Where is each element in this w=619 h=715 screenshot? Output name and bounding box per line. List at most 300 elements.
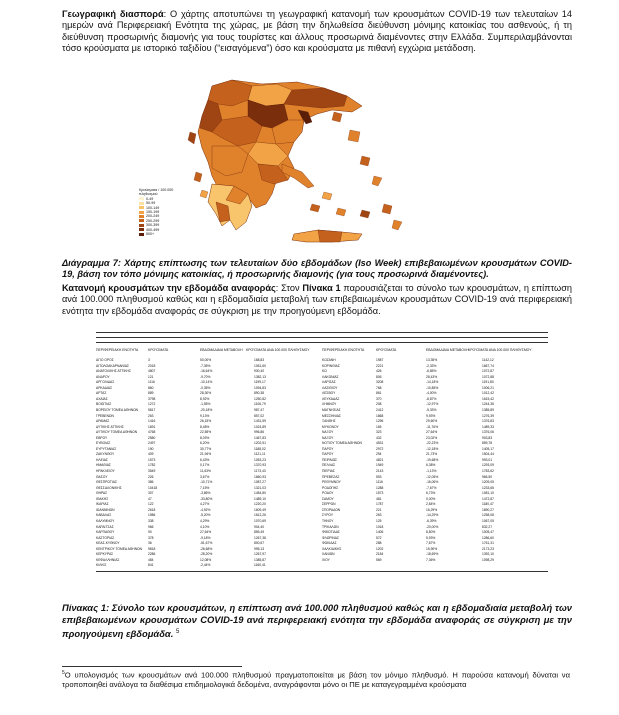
cell-cases: 1116 — [148, 380, 155, 385]
cell-region-2: ΝΑΞΟΥ — [322, 435, 334, 440]
cell-cases-2: 1868 — [376, 413, 384, 418]
cell-cases: 122 — [148, 502, 154, 507]
cell-cases-2: 294 — [376, 452, 382, 457]
cell-weekly-change-2: -19,68% — [426, 457, 439, 462]
cell-region-2: ΛΑΡΙΣΑΣ — [322, 380, 336, 385]
cell-weekly-change-2: -16,06% — [426, 480, 439, 485]
cell-weekly-change: -10,71% — [200, 480, 213, 485]
cell-region: ΑΝΑΤΟΛΙΚΗΣ ΑΤΤΙΚΗΣ — [96, 369, 131, 374]
cell-cases-2: 569 — [376, 557, 382, 562]
cell-weekly-change-2: -1,13% — [426, 469, 437, 473]
cell-region: ΚΑΒΑΛΑΣ — [96, 513, 112, 518]
cell-per-100k-2: 1890,27 — [482, 507, 494, 512]
cell-weekly-change-2: -12,18% — [426, 446, 439, 451]
cell-weekly-change-2: -5,33% — [426, 407, 437, 412]
cell-cases-2: 323 — [376, 430, 382, 435]
table-rule-top-3 — [96, 342, 548, 343]
cell-per-100k-2: 1244,36 — [482, 402, 494, 407]
legend-label: 100-149 — [146, 205, 160, 210]
cell-region: ΚΑΡΔΙΤΣΑΣ — [96, 524, 114, 529]
cell-per-100k-2: 1081,10 — [482, 491, 494, 496]
cell-weekly-change: 21,94% — [200, 452, 212, 457]
cell-cases: 2497 — [148, 441, 156, 446]
cell-cases-2: 1288 — [376, 485, 384, 490]
cell-cases-2: 3208 — [376, 380, 384, 385]
cell-weekly-change: -4,92% — [200, 507, 211, 512]
header-cases-2: ΚΡΟΥΣΜΑΤΑ — [376, 348, 397, 352]
cell-cases-2: 861 — [376, 391, 382, 396]
footnote-rule — [62, 666, 242, 667]
footnote-text: Ο υπολογισμός των κρουσμάτων ανά 100.000 πληθυσμού πραγματοποιείται με βάση τον μόνιμο πληθυσμό. Η παρούσα κατανομή δύναται να τροποποιηθεί ανάλογα τα διαθέσιμα επιδημιολογικά δεδομένα, αναγράφονται μόνο οι ΠΕ με καταγεγραμμένα κρούσματα — [62, 670, 570, 690]
cell-per-100k: 1106,79 — [254, 402, 266, 407]
cell-per-100k-2: 1286,60 — [482, 535, 494, 540]
cell-per-100k-2: 1405,17 — [482, 446, 494, 451]
legend-label: 0-49 — [146, 196, 154, 201]
cell-per-100k: 1370,93 — [254, 463, 266, 468]
cell-per-100k-2: 1258,08 — [482, 513, 494, 518]
cell-region-2: ΛΕΣΒΟΥ — [322, 391, 336, 396]
cell-cases-2: 1296 — [376, 419, 384, 424]
cell-per-100k: 904,40 — [254, 524, 265, 529]
cell-per-100k-2: 1209,05 — [482, 480, 494, 485]
cell-per-100k: 1160,41 — [254, 563, 266, 568]
cell-region-2: ΠΙΕΡΙΑΣ — [322, 469, 335, 473]
cell-weekly-change-2: -8,87% — [426, 396, 437, 401]
cell-cases: 2018 — [148, 363, 156, 368]
cell-per-100k: 1121,11 — [254, 452, 266, 457]
cell-region: ΑΓΙΟ ΟΡΟΣ — [96, 358, 114, 362]
cell-weekly-change: -0,35% — [200, 385, 211, 390]
cell-per-100k-2: 1472,87 — [482, 496, 494, 501]
cases-table — [96, 332, 548, 580]
cell-weekly-change-2: 27,64% — [426, 430, 438, 435]
cell-per-100k: 1382,13 — [254, 374, 266, 379]
table-caption-text: Πίνακας 1: Σύνολο των κρουσμάτων, η επίπτωση ανά 100.000 πληθυσμού καθώς και η εβδομαδιαία μεταβολή των επιβεβαιωμένων κρουσμάτων COVID-19 ανά περιφερειακή ενότητα την εβδομάδα αναφοράς σε σύγκριση με την προηγούμενη εβδομάδα. — [62, 602, 572, 640]
cell-region: ΚΑΛΥΜΝΟΥ — [96, 518, 115, 523]
cell-per-100k-2: 966,50 — [482, 474, 493, 479]
cell-cases-2: 426 — [376, 369, 382, 374]
cell-weekly-change: -10,14% — [200, 380, 213, 385]
cell-cases: 9818 — [148, 546, 156, 551]
cell-per-100k: 1070,69 — [254, 518, 266, 523]
cell-region-2: ΦΘΙΩΤΙΔΑΣ — [322, 530, 340, 535]
cell-per-100k-2: 993,01 — [482, 457, 493, 462]
cell-weekly-change-2: 21,73% — [426, 452, 438, 457]
cell-per-100k-2: 1067,05 — [482, 518, 494, 523]
cell-region: ΖΑΚΥΝΘΟΥ — [96, 452, 115, 457]
cell-cases: 1272 — [148, 402, 156, 407]
cell-weekly-change-2: 6,73% — [426, 491, 436, 496]
cell-weekly-change-2: 7,36% — [426, 557, 436, 562]
cell-weekly-change: 27,64% — [200, 530, 212, 535]
cell-weekly-change-2: 7,87% — [426, 541, 436, 546]
header-weekly-change: ΕΒΔΟΜΑΔΙΑΙΑ ΜΕΤΑΒΟΛΗ — [200, 348, 243, 352]
cell-weekly-change: 12,08% — [200, 557, 212, 562]
cell-cases: 1986 — [148, 513, 156, 518]
legend-swatch — [139, 202, 144, 205]
cell-cases-2: 593 — [376, 474, 382, 479]
cell-region-2: ΛΑΣΙΘΙΟΥ — [322, 385, 338, 390]
cell-per-100k-2: 1376,83 — [482, 419, 494, 424]
header-per-100k: ΚΡΟΥΣΜΑΤΑ ΑΝΑ 100.000 ΠΛΗΘΥΣΜΟΥ — [246, 348, 310, 352]
cell-region-2: ΝΑΞΟΥ — [322, 430, 334, 435]
cell-cases-2: 768 — [376, 385, 382, 390]
cell-weekly-change: 7,15% — [200, 485, 210, 490]
cell-per-100k: 1051,60 — [254, 363, 266, 368]
cell-weekly-change-2: -2,33% — [426, 363, 437, 368]
footnote — [62, 669, 570, 690]
cell-weekly-change: 8,48% — [200, 424, 210, 429]
cell-weekly-change: -9,18% — [200, 535, 211, 540]
cell-region: ΚΙΛΚΙΣ — [96, 563, 107, 568]
cell-cases: 4768 — [148, 430, 156, 435]
cell-weekly-change-2: 15,90% — [426, 546, 438, 551]
cell-cases: 3 — [148, 358, 150, 362]
cell-weekly-change: 30,77% — [200, 446, 212, 451]
legend-label: 400-499 — [146, 227, 160, 232]
cell-region-2: ΧΙΟΥ — [322, 557, 330, 562]
cell-weekly-change: -5,20% — [200, 513, 211, 518]
cell-cases: 307 — [148, 491, 154, 496]
cell-weekly-change-2: 8,80% — [426, 530, 436, 535]
cell-per-100k: 1220,20 — [254, 502, 266, 507]
table-caption-footnote-ref: 5 — [175, 629, 180, 635]
cell-per-100k-2: 1180,47 — [482, 502, 494, 507]
cell-per-100k-2: 1376,06 — [482, 430, 494, 435]
cell-per-100k-2: 1191,80 — [482, 380, 494, 385]
cell-region-2: ΛΕΥΚΑΔΑΣ — [322, 396, 340, 401]
cell-cases: 4807 — [148, 369, 156, 374]
cell-per-100k-2: 1489,33 — [482, 424, 494, 429]
cell-region-2: ΜΥΚΟΝΟΥ — [322, 424, 339, 429]
cell-cases: 1573 — [148, 457, 156, 462]
cell-cases-2: 1406 — [376, 530, 384, 535]
cell-cases-2: 572 — [376, 535, 382, 540]
cell-weekly-change: 28,30% — [200, 391, 212, 396]
cell-per-100k-2: 1385,89 — [482, 407, 494, 412]
cell-cases: 966 — [148, 524, 154, 529]
cell-per-100k: 1467,83 — [254, 435, 266, 440]
cell-per-100k-2: 1615,42 — [482, 396, 494, 401]
header-cases: ΚΡΟΥΣΜΑΤΑ — [148, 348, 169, 352]
header-per-100k-2: ΚΡΟΥΣΜΑΤΑ ΑΝΑ 100.000 ΠΛΗΘΥΣΜΟΥ — [468, 348, 532, 352]
header-region-2: ΠΕΡΙΦΕΡΕΙΑΚΗ ΕΝΟΤΗΤΑ — [322, 348, 365, 352]
cell-per-100k: 996,86 — [254, 430, 265, 435]
cell-weekly-change: -33,80% — [200, 496, 213, 501]
cell-weekly-change-2: -22,23% — [426, 441, 439, 446]
cell-region: ΑΧΑΪΑΣ — [96, 396, 108, 401]
cell-weekly-change-2: -14,18% — [426, 380, 439, 385]
cell-cases: 386 — [148, 480, 154, 485]
cell-region: ΘΗΡΑΣ — [96, 491, 108, 496]
cell-region-2: ΤΗΝΟΥ — [322, 518, 334, 523]
cell-per-100k-2: 1005,47 — [482, 530, 494, 535]
table-caption — [62, 602, 572, 640]
cell-cases: 2286 — [148, 552, 156, 557]
cell-cases: 484 — [148, 557, 154, 562]
cell-cases: 378 — [148, 535, 154, 540]
cell-per-100k: 1202,51 — [254, 441, 266, 446]
header-region: ΠΕΡΙΦΕΡΕΙΑΚΗ ΕΝΟΤΗΤΑ — [96, 348, 139, 352]
cell-per-100k-2: 1233,65 — [482, 485, 494, 490]
cell-region-2: ΣΑΜΟΥ — [322, 496, 334, 501]
cell-per-100k-2: 832,27 — [482, 524, 493, 529]
greece-incidence-map — [62, 76, 562, 248]
cell-region: ΒΟΡΕΙΟΥ ΤΟΜΕΑ ΑΘΗΝΩΝ — [96, 407, 139, 412]
cell-region: ΚΑΡΠΑΘΟΥ — [96, 530, 115, 535]
cell-per-100k-2: 1142,12 — [482, 358, 494, 362]
cell-region: ΒΟΙΩΤΙΑΣ — [96, 402, 112, 407]
map-legend-title: Κρούσματα / 100.000 πληθυσμού — [139, 188, 174, 197]
cell-per-100k: 1385,87 — [254, 557, 266, 562]
cell-weekly-change: 3,67% — [200, 474, 210, 479]
cell-weekly-change: 4,29% — [200, 518, 210, 523]
cell-region-2: ΦΩΚΙΔΑΣ — [322, 541, 337, 546]
map-legend-items — [139, 197, 179, 237]
cell-region-2: ΚΩ — [322, 369, 327, 374]
cell-per-100k-2: 1392,10 — [482, 552, 494, 557]
cell-cases-2: 288 — [376, 541, 382, 546]
cell-region: ΔΡΑΜΑΣ — [96, 419, 110, 424]
cell-per-100k-2: 1006,21 — [482, 385, 494, 390]
cell-cases-2: 432 — [376, 435, 382, 440]
cell-region: ΕΒΡΟΥ — [96, 435, 108, 440]
cell-region: ΚΕΑΣ-ΚΥΘΝΟΥ — [96, 541, 120, 546]
legend-swatch — [139, 219, 144, 222]
cell-cases-2: 125 — [376, 518, 382, 523]
cell-per-100k-2: 1667,74 — [482, 363, 494, 368]
cell-cases: 841 — [148, 563, 154, 568]
cell-weekly-change-2: 0,00% — [426, 496, 436, 501]
cell-region: ΑΡΤΑΣ — [96, 391, 107, 396]
cell-weekly-change: -1,55% — [200, 402, 211, 407]
cell-cases-2: 1202 — [376, 546, 384, 551]
table-intro-ref: Πίνακα 1 — [302, 283, 341, 293]
cell-weekly-change-2: 16,29% — [426, 507, 438, 512]
cell-per-100k-2: 1276,39 — [482, 413, 494, 418]
cell-per-100k: 1612,26 — [254, 513, 266, 518]
cell-weekly-change: 6,20% — [200, 441, 210, 446]
cell-per-100k: 1188,02 — [254, 446, 266, 451]
cell-cases: 190 — [148, 446, 154, 451]
cell-cases: 36 — [148, 541, 152, 546]
cell-weekly-change-2: 29,60% — [426, 419, 438, 424]
cell-per-100k: 1173,43 — [254, 469, 266, 473]
cell-weekly-change-2: 5,93% — [426, 535, 436, 540]
cell-region-2: ΣΕΡΡΩΝ — [322, 502, 336, 507]
cell-region: ΔΥΤΙΚΟΥ ΤΟΜΕΑ ΑΘΗΝΩΝ — [96, 430, 138, 435]
table-intro — [62, 283, 572, 317]
cell-per-100k: 930,40 — [254, 369, 265, 374]
cell-per-100k-2: 1293,09 — [482, 463, 494, 468]
cell-region-2: ΣΥΡΟΥ — [322, 513, 334, 518]
cell-per-100k-2: 859,78 — [482, 441, 493, 446]
cell-weekly-change: 26,15% — [200, 419, 212, 424]
cell-weekly-change: -7,35% — [200, 363, 211, 368]
legend-swatch — [139, 211, 144, 214]
cell-weekly-change: 8,03% — [200, 435, 210, 440]
cell-region-2: ΜΕΣΣΗΝΙΑΣ — [322, 413, 341, 418]
cell-region-2: ΜΑΓΝΗΣΙΑΣ — [322, 407, 341, 412]
cell-region-2: ΛΗΜΝΟΥ — [322, 402, 337, 407]
cell-per-100k-2: 903,83 — [482, 435, 493, 440]
cell-per-100k-2: 1072,87 — [482, 369, 494, 374]
cell-per-100k: 857,02 — [254, 413, 265, 418]
cell-cases-2: 4821 — [376, 457, 384, 462]
legend-label: 150-199 — [146, 210, 160, 215]
cell-cases: 409 — [148, 452, 154, 457]
map-regions — [188, 80, 402, 242]
table-intro-text: παρουσιάζεται το σύνολο των κρουσμάτων, η επίπτωση ανά 100.000 πληθυσμού καθώς και η εβδομαδιαία μεταβολή των επιβεβαιωμένων κρουσμάτων COVID-19 ανά περιφερειακή ενότητα την εβδομάδα αναφοράς σε σύγκριση με την προηγούμενη εβδομάδα. — [62, 283, 572, 316]
legend-label: 250-299 — [146, 218, 160, 223]
cell-per-100k: 1454,80 — [254, 491, 266, 496]
legend-swatch — [139, 206, 144, 209]
cell-weekly-change-2: -10,85% — [426, 385, 439, 390]
cell-weekly-change-2: -12,97% — [426, 402, 439, 407]
cell-cases: 2580 — [148, 435, 156, 440]
cell-cases: 2618 — [148, 507, 156, 512]
cell-weekly-change-2: -4,00% — [426, 391, 437, 396]
cell-region: ΑΡΚΑΔΙΑΣ — [96, 385, 113, 390]
cell-region-2: ΛΑΚΩΝΙΑΣ — [322, 374, 339, 379]
table-header — [96, 348, 548, 356]
cell-cases: 90 — [148, 530, 152, 535]
intro-label: Γεωγραφική διασπορά — [62, 9, 164, 19]
table-row — [96, 563, 548, 568]
cell-cases-2: 2972 — [376, 446, 384, 451]
cell-per-100k-2: 1761,31 — [482, 541, 494, 546]
footnote-mark: 5 — [62, 670, 65, 676]
cell-weekly-change-2: -20,00% — [426, 524, 439, 529]
cell-cases-2: 1949 — [376, 463, 384, 468]
cell-weekly-change: 4,10% — [200, 524, 210, 529]
cell-cases: 5817 — [148, 407, 156, 412]
intro-paragraph — [62, 9, 572, 55]
cell-region-2: ΡΕΘΥΜΝΟΥ — [322, 480, 341, 485]
cell-weekly-change-2: 23,02% — [426, 435, 438, 440]
legend-label: 500+ — [146, 232, 155, 237]
cell-cases: 1691 — [148, 424, 156, 429]
cell-weekly-change: -26,68% — [200, 546, 213, 551]
cell-region: ΑΙΤΩΛΟΑΚΑΡΝΑΝΙΑΣ — [96, 363, 130, 368]
cell-weekly-change: -51,67% — [200, 541, 213, 546]
cell-region: ΗΡΑΚΛΕΙΟΥ — [96, 469, 115, 473]
cell-per-100k: 890,38 — [254, 391, 265, 396]
cell-region-2: ΞΑΝΘΗΣ — [322, 419, 336, 424]
cell-weekly-change: -20,18% — [200, 407, 213, 412]
intro-text: : Ο χάρτης αποτυπώνει τη γεωγραφική κατανομή των κρουσμάτων COVID-19 των τελευταίων 14 ημερών ανά Περιφερειακή Ενότητα της χώρας, με βάση την δηλωθείσα διεύθυνση μόνιμης κατοικίας του ασθενούς, ή τη διεύθυνση προσωρινής διαμονής για τους τουρίστες και άλλους προσωρινά διαμένοντες στην Ελλάδα. Συμπεριλαμβάνονται τόσο κρούσματα με ιστορικό ταξιδίου (“εισαγόμενα”) όσο και κρούσματα με πιθανή εγχώρια μετάδοση. — [62, 9, 573, 54]
cell-per-100k: 987,47 — [254, 407, 265, 412]
cell-per-100k-2: 1098,29 — [482, 557, 494, 562]
cell-region-2: ΡΟΔΟΥ — [322, 491, 334, 496]
cell-per-100k: 1087,27 — [254, 480, 266, 485]
cell-weekly-change: -28,20% — [200, 552, 213, 557]
map-legend-box — [139, 188, 179, 236]
cell-region-2: ΦΛΩΡΙΝΑΣ — [322, 535, 340, 540]
cell-region: ΔΥΤΙΚΗΣ ΑΤΤΙΚΗΣ — [96, 424, 124, 429]
cell-weekly-change: 9,13% — [200, 413, 210, 418]
cell-cases: 47 — [148, 496, 152, 501]
cell-region-2: ΧΑΛΚΙΔΙΚΗΣ — [322, 546, 342, 551]
cell-cases-2: 2412 — [376, 407, 384, 412]
cell-region: ΘΑΣΟΥ — [96, 474, 108, 479]
table-rule-bottom — [96, 571, 548, 572]
legend-swatch — [139, 233, 144, 236]
cell-weekly-change: -16,64% — [200, 369, 213, 374]
cell-per-100k: 1489,10 — [254, 496, 266, 501]
cell-per-100k: 1250,82 — [254, 396, 266, 401]
cell-cases: 226 — [148, 474, 154, 479]
cell-region: ΙΩΑΝΝΙΝΩΝ — [96, 507, 115, 512]
cell-weekly-change-2: 2,84% — [426, 502, 436, 507]
cell-weekly-change: -2,44% — [200, 563, 211, 568]
cell-weekly-change: 22,55% — [200, 430, 212, 435]
cell-region: ΚΑΣΤΟΡΙΑΣ — [96, 535, 115, 540]
legend-label: 300-399 — [146, 223, 160, 228]
map-svg — [62, 76, 562, 248]
cell-per-100k: 1199,17 — [254, 380, 266, 385]
cell-cases-2: 1787 — [376, 502, 384, 507]
cell-region-2: ΠΕΛΛΑΣ — [322, 463, 336, 468]
cell-per-100k: 995,13 — [254, 546, 265, 551]
cell-cases-2: 2184 — [376, 552, 384, 557]
cell-cases: 338 — [148, 518, 154, 523]
cell-cases-2: 221 — [376, 507, 382, 512]
cell-per-100k: 1053,23 — [254, 457, 266, 462]
table-rule-top — [96, 332, 548, 333]
cell-per-100k-2: 1072,88 — [482, 374, 494, 379]
cell-cases: 10418 — [148, 485, 158, 490]
cell-region-2: ΚΟΖΑΝΗ — [322, 358, 336, 362]
cell-weekly-change: 11,63% — [200, 469, 211, 473]
cell-region: ΗΛΕΙΑΣ — [96, 457, 108, 462]
cell-region-2: ΚΟΡΙΝΘΙΑΣ — [322, 363, 340, 368]
cell-per-100k: 1431,59 — [254, 419, 266, 424]
cell-cases-2: 208 — [376, 402, 382, 407]
cell-cases-2: 1018 — [376, 524, 384, 529]
cell-cases-2: 1116 — [376, 480, 383, 485]
cell-cases: 860 — [148, 385, 154, 390]
cell-cases-2: 806 — [376, 374, 382, 379]
cell-weekly-change: -9,70% — [200, 374, 211, 379]
cell-weekly-change: 4,27% — [200, 502, 210, 507]
cell-per-100k: 168,83 — [254, 358, 265, 362]
table-rule-top-2 — [96, 337, 548, 338]
cell-cases: 3798 — [148, 396, 156, 401]
cell-cases-2: 481 — [376, 496, 382, 501]
cell-cases: 3549 — [148, 469, 156, 473]
cell-region: ΙΚΑΡΙΑΣ — [96, 502, 109, 507]
cell-per-100k: 1267,97 — [254, 552, 266, 557]
cell-region: ΚΕΦΑΛΛΗΝΙΑΣ — [96, 557, 120, 562]
cell-region-2: ΠΕΙΡΑΙΩΣ — [322, 457, 338, 462]
cell-per-100k: 1321,03 — [254, 485, 266, 490]
legend-swatch — [139, 224, 144, 227]
cell-region-2: ΠΡΕΒΕΖΑΣ — [322, 474, 340, 479]
cell-weekly-change: 8,92% — [200, 396, 210, 401]
cell-cases-2: 1573 — [376, 491, 384, 496]
legend-swatch — [139, 197, 144, 200]
cell-region: ΕΥΒΟΙΑΣ — [96, 441, 111, 446]
table-intro-mid: : Στον — [275, 283, 303, 293]
cell-per-100k: 855,49 — [254, 530, 265, 535]
cell-weekly-change-2: -6,39% — [426, 518, 437, 523]
legend-swatch — [139, 228, 144, 231]
cell-weekly-change-2: 9,93% — [426, 413, 436, 418]
cell-per-100k-2: 1783,62 — [482, 469, 494, 473]
cell-region-2: ΡΟΔΟΠΗΣ — [322, 485, 339, 490]
cell-per-100k-2: 2173,23 — [482, 546, 494, 551]
